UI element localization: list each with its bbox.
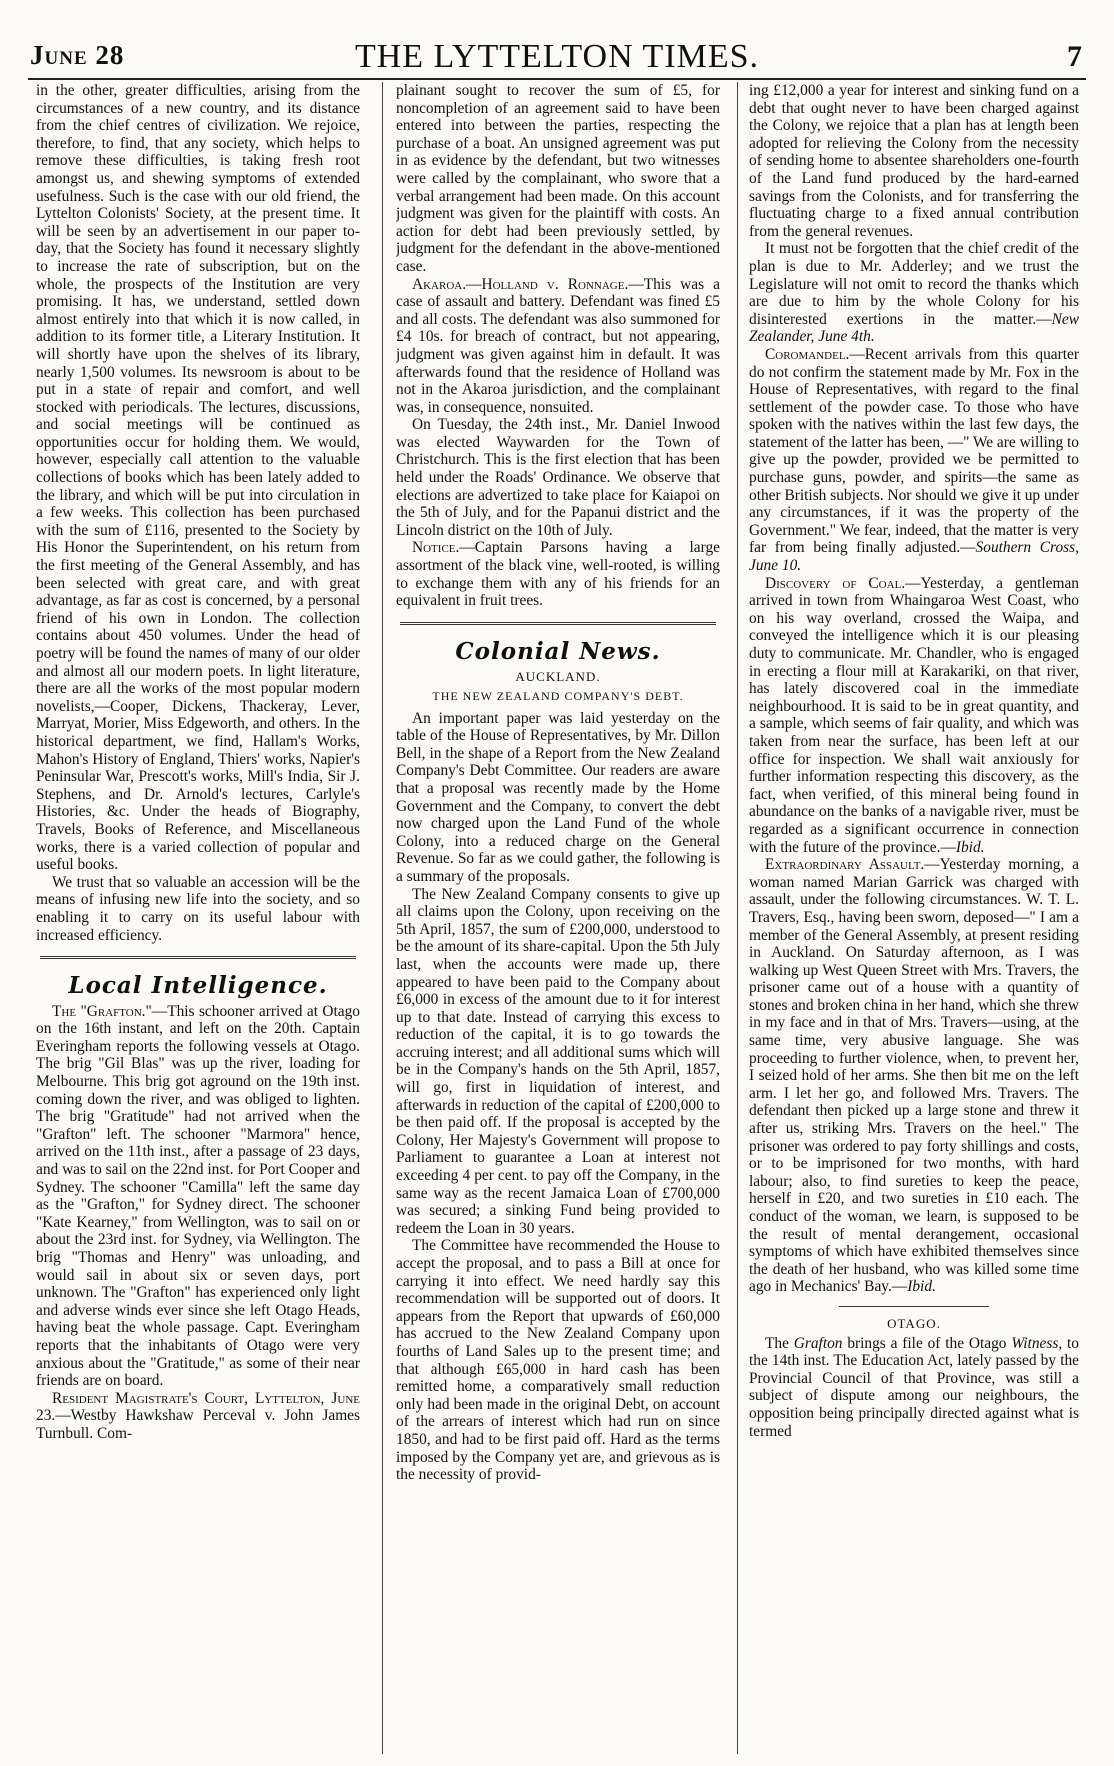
newspaper-name: Witness (1011, 1334, 1059, 1352)
item-lead: Coromandel. (765, 345, 850, 363)
section-heading-colonial-news: Colonial News. (455, 637, 661, 665)
news-item-grafton (36, 1003, 360, 1390)
text-run: , to the 14th inst. The Education Act, lately passed by the Provincial Council of that Province, was still a subject of dispute among our neighbours, the opposition being principally directed against what is termed (749, 1334, 1079, 1440)
item-lead: Discovery of Coal. (765, 574, 906, 592)
news-item-akaroa (396, 276, 720, 417)
item-lead: The "Grafton." (52, 1002, 152, 1020)
item-source: Ibid. (907, 1278, 936, 1296)
item-body: —This schooner arrived at Otago on the 16th instant, and left on the 20th. Captain Everingham reports the following vessels at Otago. The brig "Gil Blas" was up the river, loading for Melbourne. This brig got aground on the 19th inst. coming down the river, and was obliged to lighten. The brig "Gratitude" had not arrived when the "Grafton" left. The schooner "Marmora" hence, arrived on the 11th inst., after a passage of 23 days, and was to sail on the 22nd inst. for Port Cooper and Sydney. The schooner "Camilla" left the same day as the "Grafton," for Sydney direct. The schooner "Kate Kearney," from Wellington, was to sail on or about the 23rd inst. for Sydney, via Wellington. The brig "Thomas and Henry" was unloading, and would sail in about six or seven days, port unknown. The "Grafton" has experienced only light and adverse winds ever since she left Otago Heads, having beat the whole passage. Capt. Everingham reports that the inhabitants of Otago were very anxious about the "Gratitude," as some of their near friends are on board. (36, 1002, 360, 1390)
article-paragraph: plainant sought to recover the sum of £5, for noncompletion of an agreement said to have been entered into between the parties, respecting the purchase of a boat. An unsigned agreement was put in as evidence by the defendant, but two witnesses were called by the complainant, who swore that a verbal arrangement had been made. On this account judgment was given for the plaintiff with costs. An action for debt had been previously settled, by judgment for the defendant in the above-mentioned case. (396, 82, 720, 275)
masthead-title: THE LYTTELTON TIMES. (354, 38, 760, 75)
item-source: New Zealander, June 4th. (749, 310, 1079, 346)
news-item-notice (396, 539, 720, 609)
column-3 (749, 82, 1079, 1752)
text-run: brings a file of the Otago (842, 1334, 1012, 1352)
article-paragraph: ing £12,000 a year for interest and sinking fund on a debt that ought never to have been charged against the Colony, we rejoice that a plan has at length been adopted for relieving the Colony from the necessity of sending home to absentee shareholders one-fourth of the Land fund produced by the hard-earned savings from the Colonists, and for transferring the fluctuating charge to a fixed annual contribution from the general revenues. (749, 82, 1079, 240)
issue-date: June 28 (30, 40, 125, 70)
section-rule (40, 956, 356, 959)
item-body: —Recent arrivals from this quarter do not confirm the statement made by Mr. Fox in the House of Representatives, with regard to the final settlement of the powder case. To those who have spoken with the natives within the last few days, the statement of the latter has been, —" We are willing to give up the powder, provided we be permitted to purchase guns, powder, and spirits—the same as other British subjects. Nor should we give it up under any circumstances, if it was the property of the Government." We fear, indeed, that the matter is very far from being finally adjusted.— (749, 345, 1079, 557)
item-lead: Resident Magistrate's Court, Lyttelton, June 23. (36, 1389, 360, 1425)
item-body: —Westby Hawkshaw Perceval v. John James Turnbull. Com- (36, 1407, 360, 1442)
news-item-court (36, 1390, 360, 1443)
column-1 (36, 82, 360, 1752)
header-rule (28, 78, 1086, 80)
news-item-coal (749, 575, 1079, 857)
column-divider (737, 82, 738, 1754)
news-item-waywarden: On Tuesday, the 24th inst., Mr. Daniel Inwood was elected Waywarden for the Town of Christchurch. This is the first election that has been held under the Roads' Ordinance. We observe that elections are advertized to take place for Kaiapoi on the 5th of July, and for the Papanui district and the Lincoln district on the 10th of July. (396, 416, 720, 539)
section-rule (839, 1306, 989, 1307)
article-paragraph: An important paper was laid yesterday on the table of the House of Representatives, by Mr. Dillon Bell, in the shape of a Report from the New Zealand Company's Debt Committee. Our readers are aware that a proposal was recently made by the Home Government and the Company, to convert the debt now charged upon the Land Fund of the whole Colony, into a reduced charge on the General Revenue. So far as we could gather, the following is a summary of the proposals. (396, 709, 720, 885)
dateline-auckland: AUCKLAND. (515, 669, 601, 685)
article-paragraph: in the other, greater difficulties, arising from the circumstances of a new country, and its distance from the chief centres of civilization. We rejoice, therefore, to find, that any society, which helps to remove these difficulties, is taking fresh root amongst us, and shewing symptoms of extended usefulness. Such is the case with our old friend, the Lyttelton Colonists' Society, at the present time. It will be seen by an advertisement in our paper to-day, that the Society has found it necessary slightly to increase the rate of subscription, but on the whole, the prospects of the Institution are very promising. It has, we understand, settled down almost entirely into that which it is now called, in addition to its former title, a Literary Institution. It will shortly have upon the shelves of its library, nearly 1,500 volumes. Its newsroom is about to be put in a state of repair and comfort, and well stocked with periodicals. The lectures, discussions, and social meetings will be continued as opportunities occur for holding them. We would, however, especially call attention to the valuable collections of books which has been lately added to the library, and which will be put into circulation in a few weeks. This collection has been purchased with the sum of £116, presented to the Society by His Honor the Superintendent, on his return from the first meeting of the General Assembly, and has been selected with great care, and with great advantage, as far as cost is concerned, by a personal friend of his own in London. The collection contains about 450 volumes. Under the head of poetry will be found the names of many of our older and almost all our modern poets. In light literature, there are all the works of the most popular modern novelists,—Cooper, Dickens, Thackeray, Lever, Marryat, Morier, Miss Edgeworth, and others. In the historical department, we find, Hallam's Works, Mahon's History of England, Thiers' works, Napier's Peninsular War, Prescott's works, Mill's India, Sir J. Stephens, and Dr. Arnold's lectures, Carlyle's Histories, &c. Under the heads of Biography, Travels, Books of Reference, and Miscellaneous works, there is a varied collection of popular and useful books. (36, 82, 360, 874)
article-subheading: THE NEW ZEALAND COMPANY'S DEBT. (432, 689, 684, 703)
text-run: The (765, 1334, 794, 1352)
article-paragraph (749, 1335, 1079, 1441)
section-heading-local-intelligence: Local Intelligence. (68, 972, 328, 1000)
item-lead: Extraordinary Assault. (765, 856, 925, 874)
page-header (28, 34, 1086, 76)
item-body: —This was a case of assault and battery. Defendant was fined £5 and all costs. The defendant was also summoned for £4 10s. for breach of contract, but not appearing, judgment was given against him in default. It was afterwards found that the residence of Holland was not in the Akaroa jurisdiction, and the complainant was, in consequence, nonsuited. (396, 275, 720, 416)
ship-name: Grafton (793, 1334, 843, 1352)
dateline-otago: OTAGO. (887, 1315, 941, 1331)
article-paragraph: We trust that so valuable an accession will be the means of infusing new life into the society, and so enabling it to carry on its useful labour with increased efficiency. (36, 873, 360, 944)
item-source: Ibid. (955, 838, 985, 856)
column-2 (396, 82, 720, 1752)
news-item-assault (749, 856, 1079, 1296)
column-divider (382, 82, 383, 1754)
item-source: Southern Cross, June 10. (749, 539, 1079, 575)
item-body: It must not be forgotten that the chief credit of the plan is due to Mr. Adderley; and we trust the Legislature will not omit to record the thanks which are due to him by the whole Colony for his disinterested exertions in the matter.— (749, 240, 1079, 328)
page-number: 7 (1067, 40, 1082, 73)
article-paragraph: The New Zealand Company consents to give up all claims upon the Colony, upon receiving on the 5th April, 1857, the sum of £200,000, understood to be the amount of its share-capital. Upon the 5th July last, when the accounts were made up, there appeared to have been paid to the Company about £6,000 in excess of the amount due to it for interest up to that date. Instead of carrying this excess to reduction of the capital, it is to go towards the accruing interest; and all additional sums which will be in the Company's hands on the 5th April, 1857, will go, first in liquidation of interest, and afterwards in reduction of the capital of £200,000 to be then paid off. If the proposal is accepted by the Colony, Her Majesty's Government will propose to Parliament to guarantee a Loan at interest not exceeding 4 per cent. to pay off the Company, in the same way as the recent Jamaica Loan of £700,000 was secured; a sinking Fund being provided to redeem the Loan in 30 years. (396, 885, 720, 1237)
article-paragraph (749, 240, 1079, 346)
item-body: —Yesterday morning, a woman named Marian Garrick was charged with assault, under the following circumstances. W. T. L. Travers, Esq., having been sworn, deposed—" I am a member of the General Assembly, at present residing in Auckland. On Saturday afternoon, as I was walking up West Queen Street with Mrs. Travers, the prisoner came out of a house with a quantity of stones and broken china in her hand, which she threw in my face and in that of Mrs. Travers—using, at the same time, very abusive language. She was proceeding to further violence, when, to prevent her, I seized hold of her arms. She then bit me on the left arm. I let her go, and followed Mrs. Travers. The defendant then picked up a large stone and threw it after us, striking Mrs. Travers on the heel." The prisoner was ordered to pay forty shillings and costs, or to be imprisoned for two months, with hard labour; also, to find sureties to keep the peace, herself in £20, and two sureties in £10 each. The conduct of the woman, we learn, is supposed to be the result of mental derangement, occasional symptoms of which have exhibited themselves since the death of her husband, who was killed some time ago in Mechanics' Bay.— (749, 856, 1079, 1296)
section-rule (400, 622, 716, 625)
news-item-coromandel (749, 346, 1079, 575)
item-lead: Akaroa.—Holland v. Ronnage. (412, 275, 629, 293)
item-lead: Notice. (412, 539, 460, 557)
article-paragraph: The Committee have recommended the House to accept the proposal, and to pass a Bill at once for carrying it into effect. We need hardly say this recommendation will be supported out of doors. It appears from the Report that upwards of £60,000 has accrued to the New Zealand Company upon fourths of Land Sales up to the present time; and that although £65,000 in hard cash has been remitted home, a comparatively small reduction only had been made in the original Debt, on account of the arrears of interest which had run on since 1850, and had to be first paid off. Hard as the terms imposed by the Company yet are, and grievous as is the necessity of provid- (396, 1237, 720, 1484)
item-body: —Yesterday, a gentleman arrived in town from Whaingaroa West Coast, who on his way overland, crossed the Waipa, and conveyed the intelligence which it is our pleasing duty to communicate. Mr. Chandler, who is engaged in erecting a flour mill at Karakariki, on that river, has lately discovered coal in the immediate neighbourhood. It is said to be in great quantity, and a sample, which seems of fair quality, and which was taken from near the surface, has been left at our office for inspection. We shall wait anxiously for further information respecting this discovery, as the fact, when verified, of this mineral being found in abundance on the banks of a navigable river, must be regarded as a significant occurrence in connection with the future of the province.— (749, 574, 1079, 856)
item-body: —Captain Parsons having a large assortment of the black vine, well-rooted, is willing to exchange them with any of his friends for an equivalent in fruit trees. (396, 539, 720, 610)
